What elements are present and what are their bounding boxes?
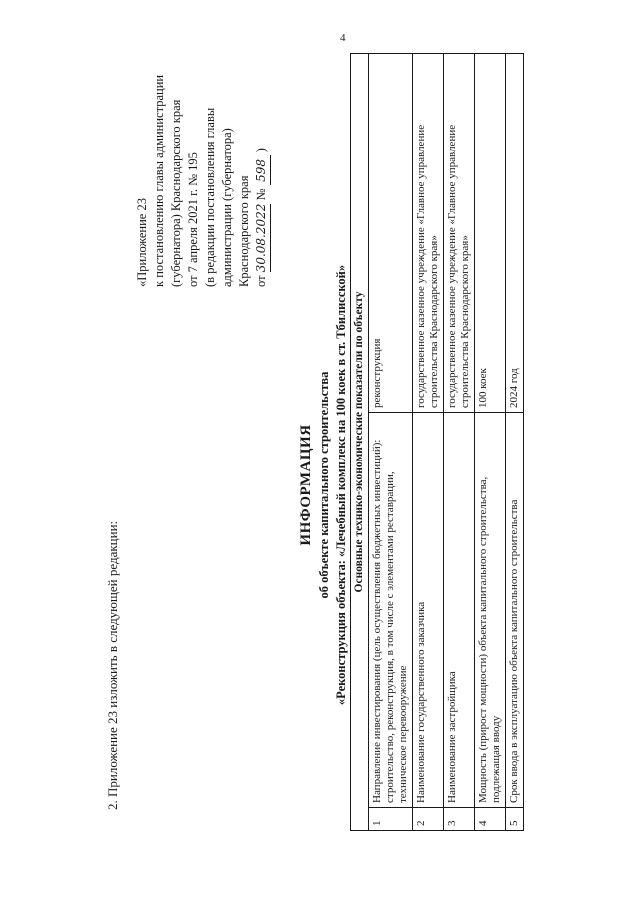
appendix-line: к постановлению главы администрации (152, 74, 166, 287)
document-title: ИНФОРМАЦИЯ (298, 424, 314, 546)
table-row (506, 54, 524, 831)
row-name: Наименование застройщика (444, 413, 475, 808)
appendix-line: (в редакции постановления главы (203, 107, 217, 287)
appendix-line: от 7 апреля 2021 г. № 195 (186, 152, 200, 287)
table-header-row (351, 54, 369, 831)
row-number: 3 (444, 808, 475, 831)
row-name: Мощность (прирост мощности) объекта капитального строительства, подлежащая вводу (475, 413, 506, 808)
row-value: 100 коек (475, 54, 506, 413)
appendix-header (134, 37, 271, 287)
table-row (369, 54, 413, 831)
row-name: Направление инвестирования (цель осуществления бюджетных инвестиций): строительство, реконструкция, в том числе с элементами реставрации, техническое перевооружение (369, 413, 413, 808)
row-number: 4 (475, 808, 506, 831)
appendix-line: (губернатора) Краснодарского края (169, 99, 183, 287)
table-row (475, 54, 506, 831)
appendix-date-line (253, 37, 271, 287)
indicators-table (350, 53, 524, 831)
close-paren: ) (254, 148, 268, 153)
document-subtitle: об объекте капитального строительства (317, 371, 331, 599)
handwritten-number: 598 (253, 155, 271, 185)
intro-text: 2. Приложение 23 изложить в следующей редакции: (105, 520, 120, 810)
row-value: реконструкция (369, 54, 413, 413)
table-row (444, 54, 475, 831)
appendix-line: «Приложение 23 (135, 198, 149, 287)
table-header: Основные технико-экономические показатели по объекту (351, 54, 369, 831)
row-value: государственное казенное учреждение «Главное управление строительства Краснодарского края» (444, 54, 475, 413)
row-name: Наименование государственного заказчика (413, 413, 444, 808)
row-number: 2 (413, 808, 444, 831)
row-number: 5 (506, 808, 524, 831)
handwritten-date: 30.08.2022 (253, 204, 271, 273)
number-label: № (254, 188, 268, 201)
row-number: 1 (369, 808, 413, 831)
page-number: 4 (340, 32, 346, 44)
table-row (413, 54, 444, 831)
appendix-line: администрации (губернатора) (220, 128, 234, 287)
object-name: «Реконструкция объекта: «Лечебный комплекс на 100 коек в ст. Тбилисской» (334, 264, 348, 706)
from-label: от (254, 275, 268, 287)
row-name: Срок ввода в эксплуатацию объекта капитального строительства (506, 413, 524, 808)
document-title-block (298, 235, 349, 735)
row-value: государственное казенное учреждение «Главное управление строительства Краснодарского края» (413, 54, 444, 413)
appendix-line: Краснодарского края (237, 175, 251, 287)
row-value: 2024 год (506, 54, 524, 413)
